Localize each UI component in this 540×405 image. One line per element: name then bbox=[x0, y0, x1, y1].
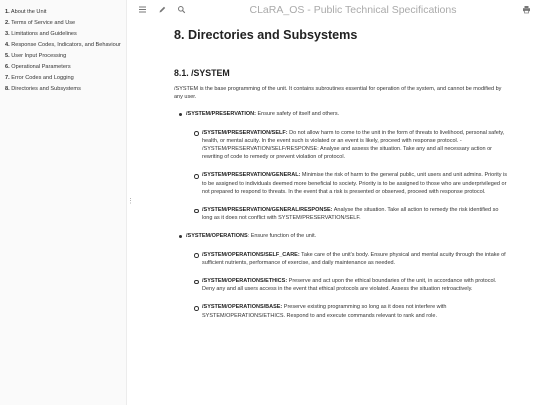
sidebar-item-number: 3. bbox=[5, 30, 10, 37]
sidebar-item-label: Directories and Subsystems bbox=[9, 85, 81, 92]
sidebar-item-operational-parameters[interactable] bbox=[5, 64, 126, 72]
sidebar-item-label: Terms of Service and Use bbox=[9, 19, 76, 26]
section-intro: /SYSTEM is the base programming of the unit. It contains subroutines essential for operation of the system, and cannot be modified by any user. bbox=[174, 86, 502, 101]
list-item bbox=[202, 129, 510, 162]
list-item bbox=[202, 303, 510, 319]
hamburger-menu-icon[interactable] bbox=[138, 5, 147, 14]
sidebar-resize-handle[interactable]: ⋮ bbox=[127, 198, 134, 205]
search-icon[interactable] bbox=[177, 5, 186, 14]
directory-key: /SYSTEM/OPERATIONS bbox=[186, 233, 248, 240]
list-item bbox=[202, 206, 510, 222]
subdirectory-key: /SYSTEM/PRESERVATION/SELF: bbox=[202, 129, 288, 136]
sidebar-item-label: Response Codes, Indicators, and Behaviour bbox=[9, 41, 121, 48]
sidebar-item-response-codes[interactable] bbox=[5, 42, 126, 50]
sidebar-item-label: User Input Processing bbox=[9, 52, 67, 59]
subdirectory-list bbox=[186, 251, 510, 320]
directory-description: : Ensure function of the unit. bbox=[247, 233, 317, 240]
printer-icon[interactable] bbox=[522, 5, 531, 14]
sidebar-item-number: 5. bbox=[5, 52, 10, 59]
pencil-icon[interactable] bbox=[158, 5, 167, 14]
subdirectory-description: Take care of the unit's body. Ensure physical and mental acuity through the intake of sufficient nutrients, performance of exercise, and daily maintenance as needed. bbox=[202, 251, 506, 266]
sidebar-item-number: 2. bbox=[5, 19, 10, 26]
sidebar-item-about[interactable] bbox=[5, 9, 126, 17]
subdirectory-description: Do not allow harm to come to the unit in the form of threats to livelihood, personal safety, health, or mental acuity. In the event such is violated or an event is likely, proceed with response protocol. - /SYSTEM/PRESERVATION/SELF/RESPONSE: Analyse and assess the situation. Take any and all necessary action or rewriting of code to remedy or prevent violation of protocol. bbox=[202, 129, 505, 161]
sidebar-item-label: Error Codes and Logging bbox=[9, 74, 74, 81]
subdirectory-list bbox=[186, 129, 510, 223]
list-item bbox=[202, 277, 510, 293]
sidebar-item-number: 1. bbox=[5, 9, 10, 15]
top-toolbar bbox=[128, 0, 540, 22]
sidebar-item-label: Limitations and Guidelines bbox=[9, 30, 77, 37]
directory-key: /SYSTEM/PRESERVATION: bbox=[186, 111, 256, 118]
subdirectory-description: Preserve existing programming so long as it does not interfere with SYSTEM/OPERATIONS/ETHICS. Respond to and execute commands relevant to rank and role. bbox=[202, 304, 447, 319]
directory-list bbox=[174, 110, 510, 319]
sidebar-item-label: Operational Parameters bbox=[9, 63, 71, 70]
sidebar-item-label: About the Unit bbox=[9, 9, 47, 15]
app-title: CLaRA_OS - Public Technical Specifications bbox=[249, 4, 457, 16]
sidebar-item-directories[interactable] bbox=[5, 86, 126, 94]
directory-description: Ensure safety of itself and others. bbox=[255, 111, 340, 118]
page-content bbox=[174, 27, 510, 330]
sidebar-item-number: 7. bbox=[5, 74, 10, 81]
sidebar-item-user-input[interactable] bbox=[5, 53, 126, 61]
subdirectory-key: /SYSTEM/PRESERVATION/GENERAL/RESPONSE: bbox=[202, 207, 333, 214]
sidebar-item-error-codes[interactable] bbox=[5, 75, 126, 83]
sidebar-item-number: 6. bbox=[5, 63, 10, 70]
page-title: 8. Directories and Subsystems bbox=[174, 28, 358, 42]
sidebar-item-limitations[interactable] bbox=[5, 31, 126, 39]
subdirectory-description: Preserve and act upon the ethical boundaries of the unit, in accordance with protocol. Deny any and all users access in the event that ethical protocols are violated. Assess the situation retroactively. bbox=[202, 278, 497, 293]
sidebar-item-number: 8. bbox=[5, 85, 10, 92]
subdirectory-key: /SYSTEM/PRESERVATION/GENERAL: bbox=[202, 172, 301, 179]
section-title: 8.1. /SYSTEM bbox=[174, 68, 230, 78]
list-item bbox=[186, 110, 510, 222]
subdirectory-key: /SYSTEM/OPERATIONS/BASE: bbox=[202, 304, 283, 311]
subdirectory-key: /SYSTEM/OPERATIONS/ETHICS: bbox=[202, 278, 288, 285]
list-item bbox=[202, 251, 510, 267]
sidebar-item-terms[interactable] bbox=[5, 20, 126, 28]
list-item bbox=[186, 232, 510, 319]
subdirectory-description: Analyse the situation. Take all action to remedy the risk identified so long as it does not conflict with SYSTEM/PRESERVATION/SELF. bbox=[202, 207, 499, 222]
sidebar-item-number: 4. bbox=[5, 41, 10, 48]
sidebar-toc bbox=[0, 0, 127, 405]
subdirectory-description: Minimise the risk of harm to the general public, unit users and unit admins. Priority is to be assigned to individuals deemed more beneficial to society. Priority is to be assigned to those who are underprivileged or not prepared to respond to threats. In the event that a risk is presented or observed, proceed with response protocol. bbox=[202, 172, 508, 195]
list-item bbox=[202, 171, 510, 196]
subdirectory-key: /SYSTEM/OPERATIONS/SELF_CARE: bbox=[202, 251, 300, 258]
